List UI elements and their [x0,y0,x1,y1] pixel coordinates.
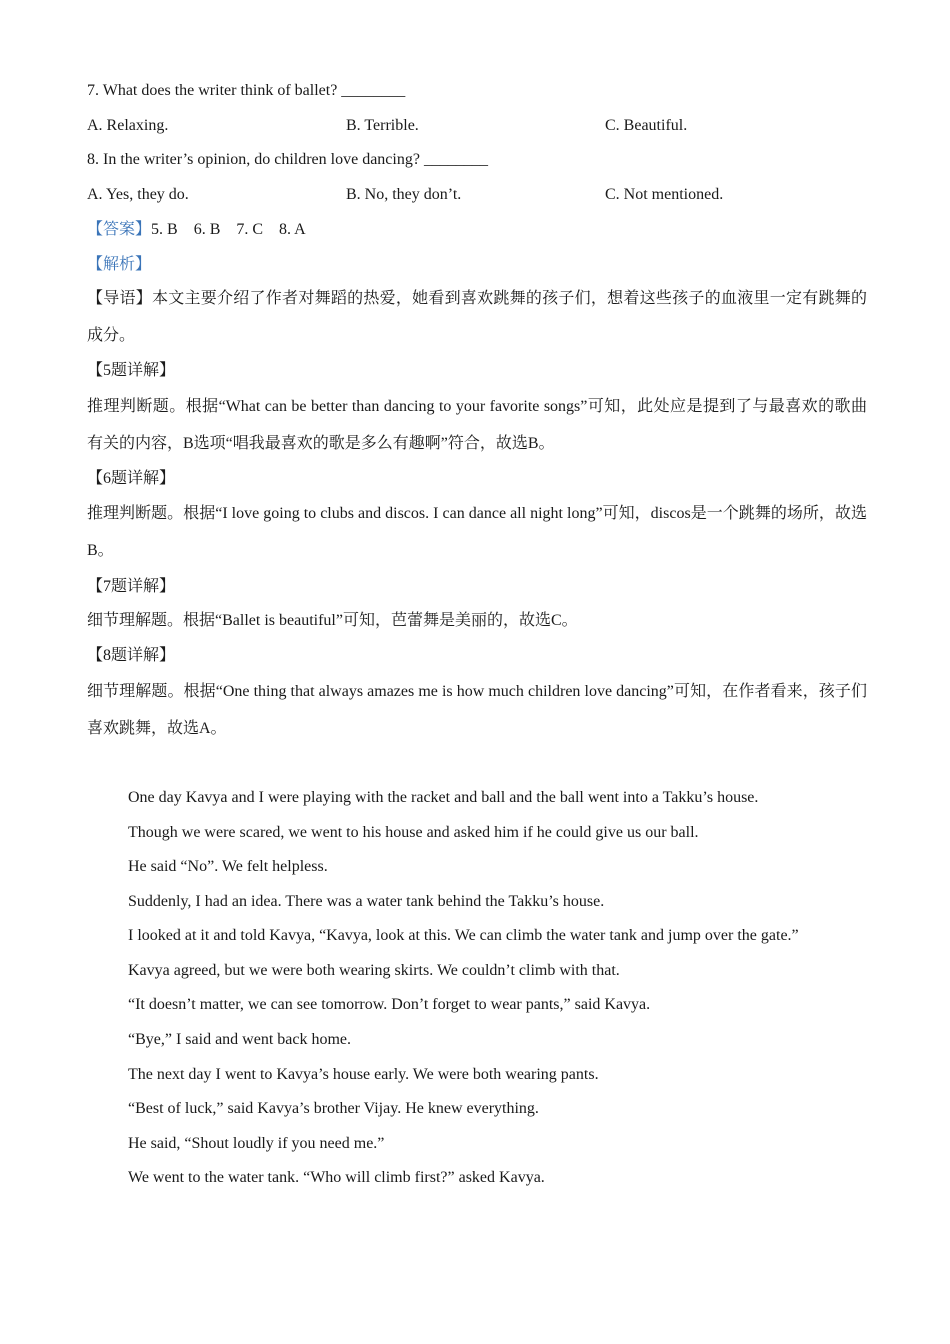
story-line: I looked at it and told Kavya, “Kavya, look at this. We can climb the water tank and jump over the gate.” [128,927,799,944]
q6-detail-body: 推理判断题。根据“I love going to clubs and discos. I can dance all night long”可知，discos是一个跳舞的场所，故选B。 [87,505,867,559]
q5-detail-body: 推理判断题。根据“What can be better than dancing to your favorite songs”可知，此处应是提到了与最喜欢的歌曲有关的内容，B选项“唱我最喜欢的歌是多么有趣啊”符合，故选B。 [87,398,867,452]
answer-line [87,220,306,240]
story-line: “Best of luck,” said Kavya’s brother Vijay. He knew everything. [128,1100,539,1117]
question-8-option-a: A. Yes, they do. [87,186,189,203]
q5-detail-heading: 【5题详解】 [87,362,176,379]
story-line: One day Kavya and I were playing with the racket and ball and the ball went into a Takku’s house. [128,789,759,806]
question-7-stem: 7. What does the writer think of ballet? ________ [87,82,406,99]
story-line: “It doesn’t matter, we can see tomorrow. Don’t forget to wear pants,” said Kavya. [128,996,651,1013]
story-line: “Bye,” I said and went back home. [128,1031,352,1048]
analysis-label: 【解析】 [87,256,152,273]
question-7-option-c: C. Beautiful. [605,117,688,134]
question-7-option-b: B. Terrible. [346,117,419,134]
story-line: He said “No”. We felt helpless. [128,858,328,875]
analysis-intro: 【导语】本文主要介绍了作者对舞蹈的热爱，她看到喜欢跳舞的孩子们，想着这些孩子的血液里一定有跳舞的成分。 [87,290,867,344]
question-8-stem: 8. In the writer’s opinion, do children love dancing? ________ [87,151,488,168]
story-line: Suddenly, I had an idea. There was a water tank behind the Takku’s house. [128,893,605,910]
story-line: Kavya agreed, but we were both wearing skirts. We couldn’t climb with that. [128,962,620,979]
story-line: He said, “Shout loudly if you need me.” [128,1135,385,1152]
answer-label: 【答案】 [87,221,152,238]
q7-detail-heading: 【7题详解】 [87,578,176,595]
story-line: The next day I went to Kavya’s house early. We were both wearing pants. [128,1066,599,1083]
q7-detail-body: 细节理解题。根据“Ballet is beautiful”可知，芭蕾舞是美丽的，故选C。 [87,612,578,629]
story-line: We went to the water tank. “Who will climb first?” asked Kavya. [128,1169,545,1186]
story-line: Though we were scared, we went to his house and asked him if he could give us our ball. [128,824,699,841]
q6-detail-heading: 【6题详解】 [87,470,176,487]
question-7-option-a: A. Relaxing. [87,117,169,134]
question-8-option-b: B. No, they don’t. [346,186,462,203]
question-8-option-c: C. Not mentioned. [605,186,724,203]
answer-text: 5. B 6. B 7. C 8. A [151,221,306,238]
q8-detail-body: 细节理解题。根据“One thing that always amazes me is how much children love dancing”可知，在作者看来，孩子们喜欢跳舞，故选A。 [87,683,867,737]
q8-detail-heading: 【8题详解】 [87,647,176,664]
